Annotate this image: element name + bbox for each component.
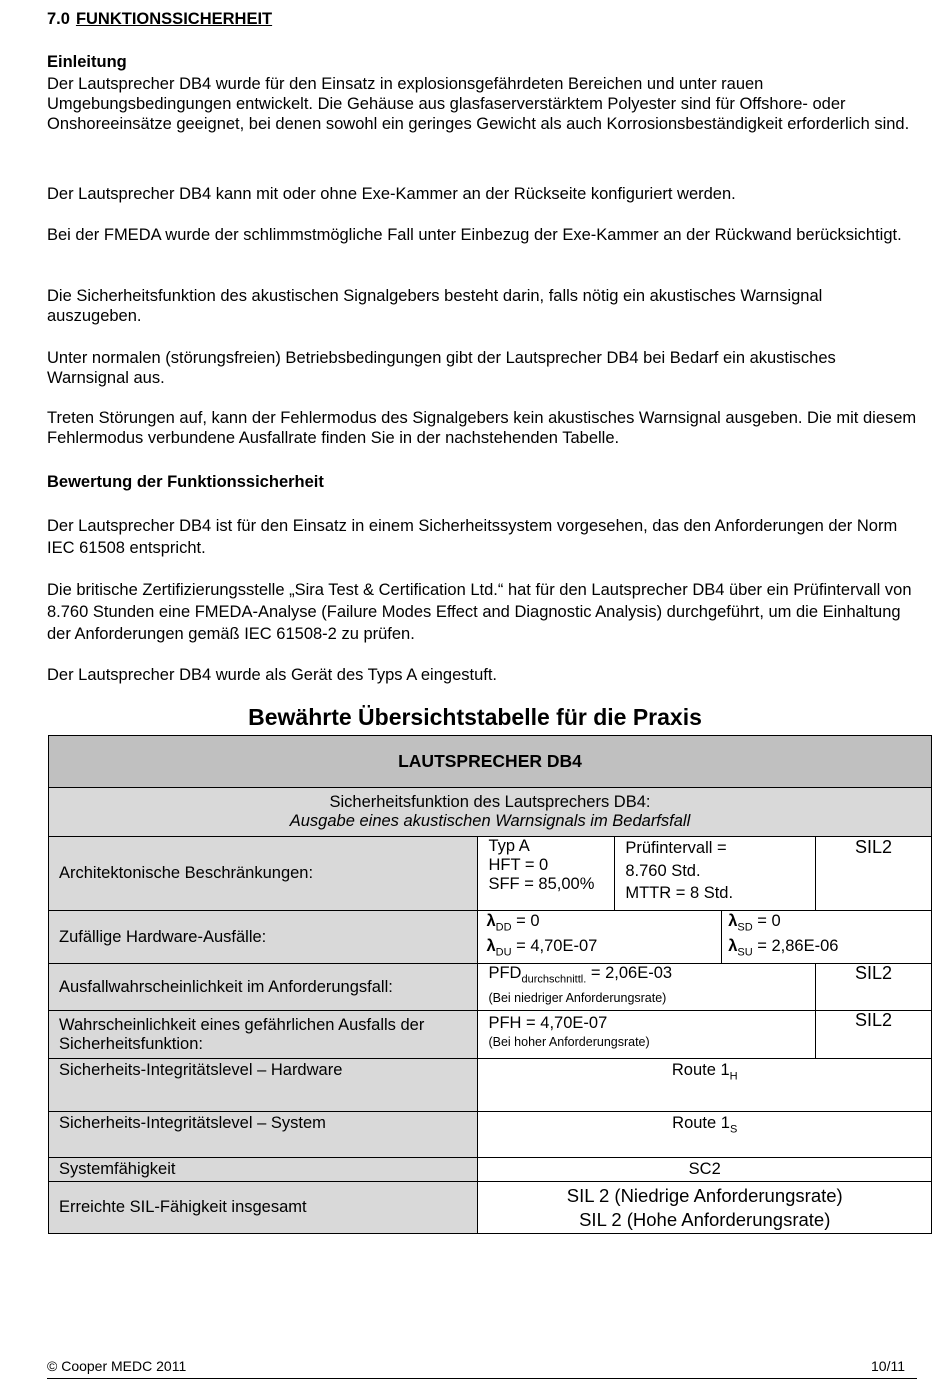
sil-hw-sub: H: [729, 1070, 738, 1083]
lambda-su-value: = 2,86E-06: [752, 937, 839, 955]
section-number: 7.0: [47, 10, 70, 28]
lambda-symbol: λ: [486, 937, 496, 955]
capability-label: Systemfähigkeit: [49, 1158, 478, 1182]
paragraph-intro: Der Lautsprecher DB4 wurde für den Einsatz in explosionsgefährdeten Bereichen und unter rauen Umgebungsbedingungen entwickelt. Die Gehäuse aus glasfaserverstärktem Polyester sind für Offshore- oder Onshoreeinsätze geeignet, bei denen sowohl ein geringes Gewicht als auch Korrosionsbeständigkeit erforderlich sind.: [47, 75, 910, 133]
table-row: [49, 964, 932, 1011]
subheader-line2: Ausgabe eines akustischen Warnsignals im Bedarfsfall: [289, 812, 691, 830]
table-row: [49, 837, 932, 911]
table-row: [49, 1182, 932, 1234]
table-row: [49, 1158, 932, 1182]
lambda-su-sub: SU: [737, 946, 753, 959]
lambda-sd-value: = 0: [752, 911, 781, 930]
hw-label: Zufällige Hardware-Ausfälle:: [49, 911, 478, 964]
footer-page-number: 10/11: [871, 1358, 905, 1374]
table-title: Bewährte Übersichtstabelle für die Praxis: [248, 704, 702, 730]
lambda-du-value: = 4,70E-07: [511, 937, 598, 955]
arch-sil: SIL2: [816, 837, 932, 911]
footer-copyright: © Cooper MEDC 2011: [47, 1358, 187, 1374]
arch-label: Architektonische Beschränkungen:: [49, 837, 478, 911]
arch-interval-line2: 8.760 Std.: [625, 861, 701, 880]
pfd-sil: SIL2: [816, 964, 932, 1011]
lambda-sd-sub: SD: [737, 921, 753, 933]
arch-interval-line1: Prüfintervall =: [625, 839, 727, 857]
paragraph-type-a: Der Lautsprecher DB4 wurde als Gerät des Typs A eingestuft.: [47, 666, 498, 684]
sil-system-label: Sicherheits-Integritätslevel – System: [49, 1112, 478, 1158]
arch-type-cell: [478, 837, 615, 911]
lambda-d-cell: [478, 911, 722, 964]
sil-system-sub: S: [729, 1123, 738, 1136]
table-row: [49, 788, 932, 837]
lambda-s-cell: [722, 911, 932, 964]
sil-system-value: Route 1: [672, 1114, 730, 1132]
lambda-du-sub: DU: [495, 946, 512, 959]
subheader-line1: Sicherheitsfunktion des Lautsprechers DB4:: [329, 793, 651, 811]
table-row: [49, 1011, 932, 1059]
paragraph-safety-function: Die Sicherheitsfunktion des akustischen Signalgebers besteht darin, falls nötig ein akustisches Warnsignal auszugeben.: [47, 287, 823, 325]
section-title: FUNKTIONSSICHERHEIT: [75, 10, 273, 28]
paragraph-failure-mode: Treten Störungen auf, kann der Fehlermodus des Signalgebers kein akustisches Warnsignal ausgeben. Die mit diesem Fehlermodus verbundene Ausfallrate finden Sie in der nachstehenden Tabelle.: [47, 409, 917, 447]
sil-hw-value: Route 1: [671, 1061, 730, 1079]
overall-cell: [478, 1182, 932, 1234]
pfh-sil: SIL2: [816, 1011, 932, 1059]
summary-table: [48, 735, 932, 1234]
table-header: LAUTSPRECHER DB4: [49, 736, 932, 788]
pfd-sub: durchschnittl.: [521, 973, 587, 986]
arch-hft: HFT = 0: [488, 856, 549, 874]
pfh-label: Wahrscheinlichkeit eines gefährlichen Ausfalls der Sicherheitsfunktion:: [49, 1011, 478, 1059]
pfd-cell: [478, 964, 816, 1011]
lambda-symbol: λ: [486, 911, 496, 930]
arch-type: Typ A: [488, 837, 530, 855]
pfh-value: PFH = 4,70E-07: [488, 1014, 608, 1032]
pfd-label: Ausfallwahrscheinlichkeit im Anforderungsfall:: [49, 964, 478, 1011]
footer-divider: [47, 1378, 917, 1379]
arch-mttr: MTTR = 8 Std.: [625, 884, 734, 902]
paragraph-iec: Der Lautsprecher DB4 ist für den Einsatz in einem Sicherheitssystem vorgesehen, das den Anforderungen der Norm IEC 61508 entspricht.: [47, 517, 898, 557]
section-heading: [47, 10, 272, 29]
table-row: [49, 911, 932, 964]
overall-high-demand: SIL 2 (Hohe Anforderungsrate): [579, 1208, 831, 1230]
paragraph-sira: Die britische Zertifizierungsstelle „Sira Test & Certification Ltd.“ hat für den Lautsprecher DB4 über ein Prüfintervall von 8.760 Stunden eine FMEDA-Analyse (Failure Modes Effect and Diagnostic Analysis) durchgeführt, um die Einhaltung der Anforderungen gemäß IEC 61508-2 zu prüfen.: [47, 581, 912, 643]
intro-heading: Einleitung: [47, 53, 127, 71]
sil-hw-cell: [478, 1059, 932, 1112]
table-row: [49, 1059, 932, 1112]
paragraph-normal-operation: Unter normalen (störungsfreien) Betriebsbedingungen gibt der Lautsprecher DB4 bei Bedarf ein akustisches Warnsignal aus.: [47, 349, 836, 387]
arch-sff: SFF = 85,00%: [488, 875, 595, 893]
capability-value: SC2: [478, 1158, 932, 1182]
assessment-heading: Bewertung der Funktionssicherheit: [47, 473, 324, 491]
lambda-dd-value: = 0: [511, 911, 540, 930]
pfd-prefix: PFD: [488, 964, 522, 982]
sil-system-cell: [478, 1112, 932, 1158]
sil-hw-label: Sicherheits-Integritätslevel – Hardware: [49, 1059, 478, 1112]
table-row: [49, 1112, 932, 1158]
pfh-note: (Bei hoher Anforderungsrate): [488, 1035, 650, 1049]
pfd-note: (Bei niedriger Anforderungsrate): [488, 991, 667, 1006]
table-row: [49, 736, 932, 788]
lambda-dd-sub: DD: [495, 921, 512, 933]
paragraph-fmeda: Bei der FMEDA wurde der schlimmstmögliche Fall unter Einbezug der Exe-Kammer an der Rückwand berücksichtigt.: [47, 226, 902, 244]
paragraph-config: Der Lautsprecher DB4 kann mit oder ohne Exe-Kammer an der Rückseite konfiguriert werden.: [47, 185, 736, 203]
lambda-symbol: λ: [728, 911, 738, 930]
table-subheader: [49, 788, 932, 837]
arch-interval-cell: [615, 837, 816, 911]
pfh-cell: [478, 1011, 816, 1059]
overall-label: Erreichte SIL-Fähigkeit insgesamt: [49, 1182, 478, 1234]
lambda-symbol: λ: [728, 937, 738, 955]
overall-low-demand: SIL 2 (Niedrige Anforderungsrate): [566, 1184, 843, 1206]
pfd-value: = 2,06E-03: [586, 964, 673, 982]
